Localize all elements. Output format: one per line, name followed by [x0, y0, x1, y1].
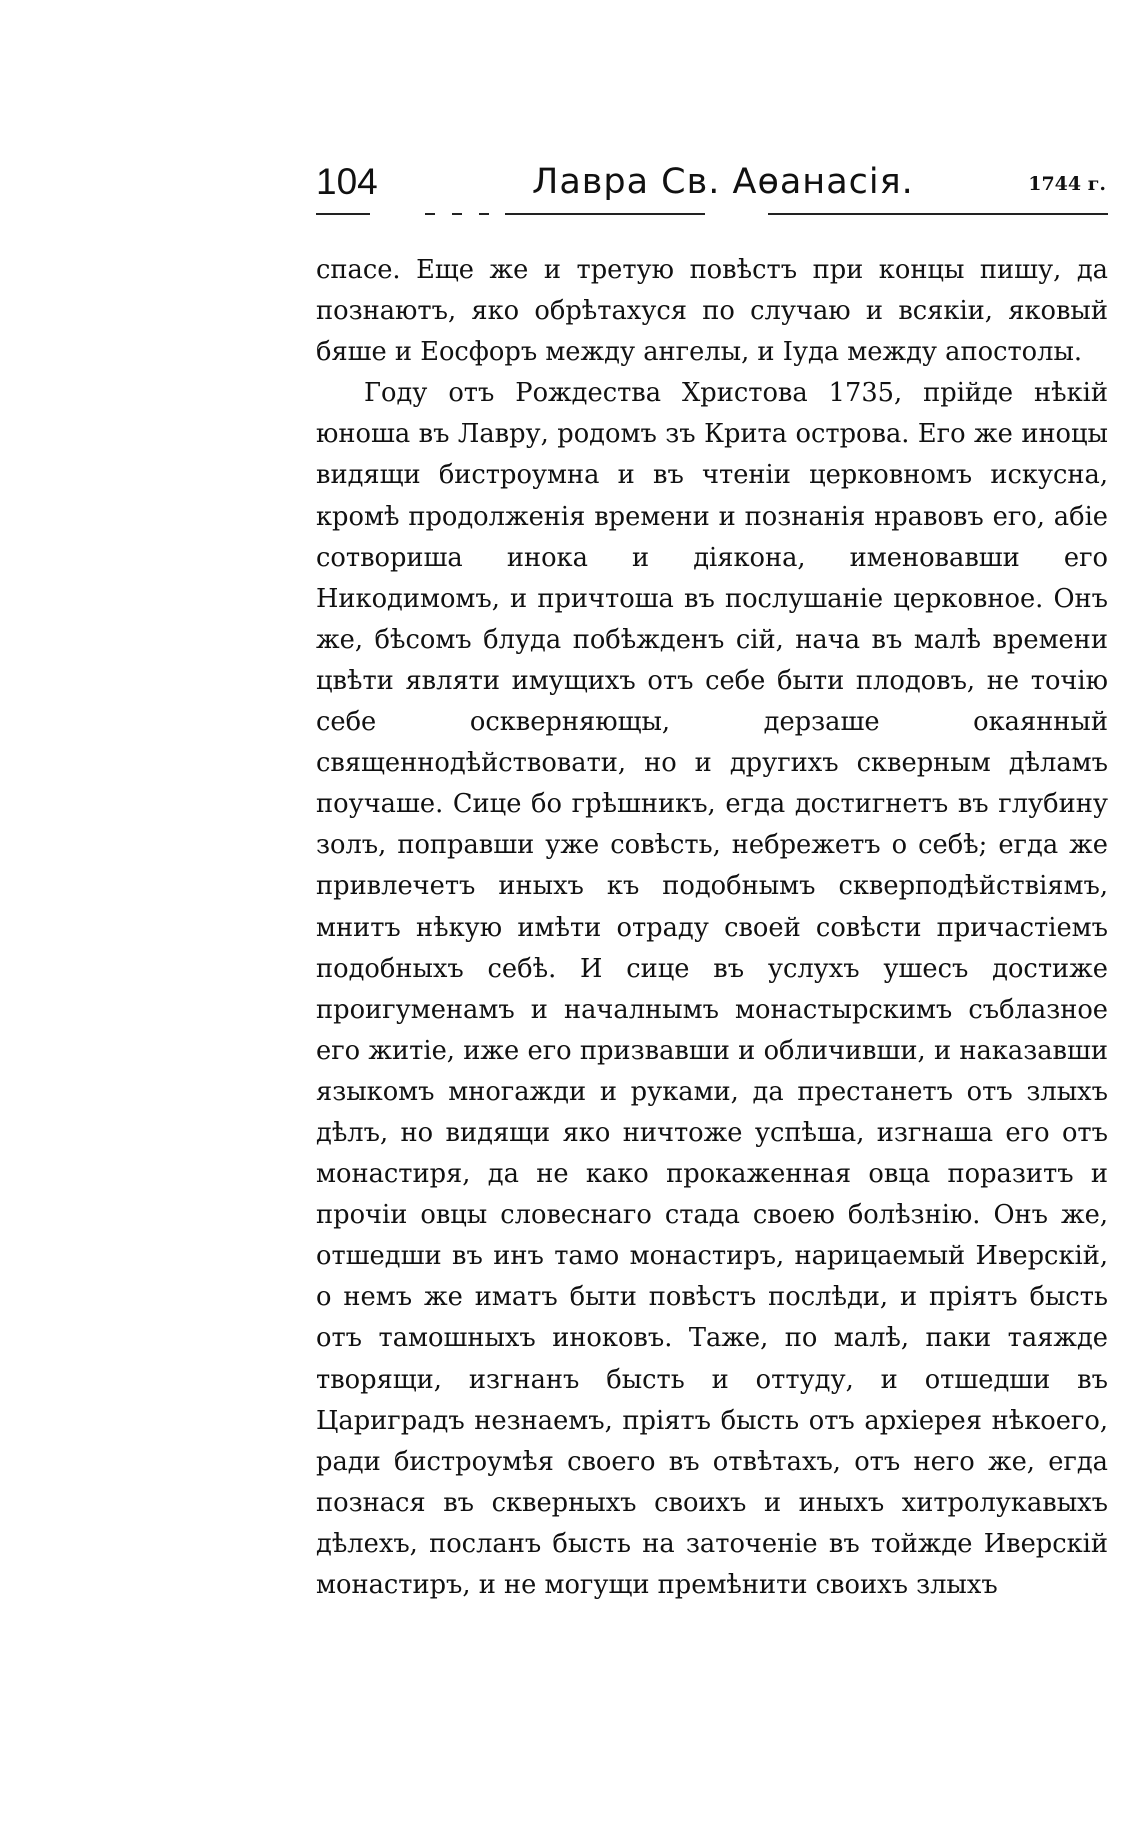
year-label: 1744 г. — [1028, 173, 1106, 195]
page-number: 104 — [316, 161, 378, 202]
paragraph-2: Году отъ Рождества Христова 1735, прійде нѣкій юноша въ Лавру, родомъ зъ Крита острова. Его же иноцы видящи бистроумна и въ чтеніи церковномъ искусна, кромѣ продолженія времени и познанія нравовъ его, абіе сотвориша инока и діякона, именовавши его Никодимомъ, и причтоша въ послушаніе церковное. Онъ же, бѣсомъ блуда побѣжденъ сій, нача въ малѣ времени цвѣти являти имущихъ отъ себе быти плодовъ, не точію себе оскверняющы, дерзаше окаянный священнодѣйствовати, но и другихъ скверным дѣламъ поучаше. Сице бо грѣшникъ, егда достигнетъ въ глубину золъ, поправши уже совѣсть, небрежетъ о себѣ; егда же привлечетъ иныхъ къ подобнымъ скверподѣйствіямъ, мнитъ нѣкую имѣти отраду своей совѣсти причастіемъ подобныхъ себѣ. И сице въ услухъ ушесъ достиже проигуменамъ и началнымъ монастырскимъ съблазное его житіе, иже его призвавши и обличивши, и наказавши языкомъ многажди и руками, да престанетъ отъ злыхъ дѣлъ, но видящи яко ничтоже успѣша, изгнаша его отъ монастиря, да не како прокаженная овца поразитъ и прочіи овцы словеснаго стада своею болѣзнію. Онъ же, отшедши въ инъ тамо монастиръ, нарицаемый Иверскій, о немъ же иматъ быти повѣстъ послѣди, и пріятъ бысть отъ тамошныхъ иноковъ. Таже, по малѣ, паки таяжде творящи, изгнанъ бысть и оттуду, и отшедши въ Цариградъ незнаемъ, пріятъ бысть отъ архіерея нѣкоего, ради бистроумѣя своего въ отвѣтахъ, отъ него же, егда познася въ скверныхъ своихъ и иныхъ хитролукавыхъ дѣлехъ, посланъ бысть на заточеніе въ тойжде Иверскій монастиръ, и не могущи премѣнити своихъ злыхъ — [316, 378, 1108, 1600]
header-rule-segment — [505, 213, 705, 215]
header-rule-segment — [316, 213, 370, 215]
header-rule-segment — [768, 213, 1108, 215]
body-text — [316, 250, 1108, 1606]
header-rule-segment — [452, 213, 462, 215]
running-head — [316, 160, 1106, 220]
header-rule-segment — [425, 213, 435, 215]
running-title: Лавра Св. Аѳанасія. — [532, 162, 914, 202]
paragraph-1: спасе. Еще же и третую повѣстъ при концы пишу, да познаютъ, яко обрѣтахуся по случаю и всякіи, яковый бяше и Еосфоръ между ангелы, и Іуда между апостолы. — [316, 255, 1108, 368]
header-rule-segment — [479, 213, 489, 215]
